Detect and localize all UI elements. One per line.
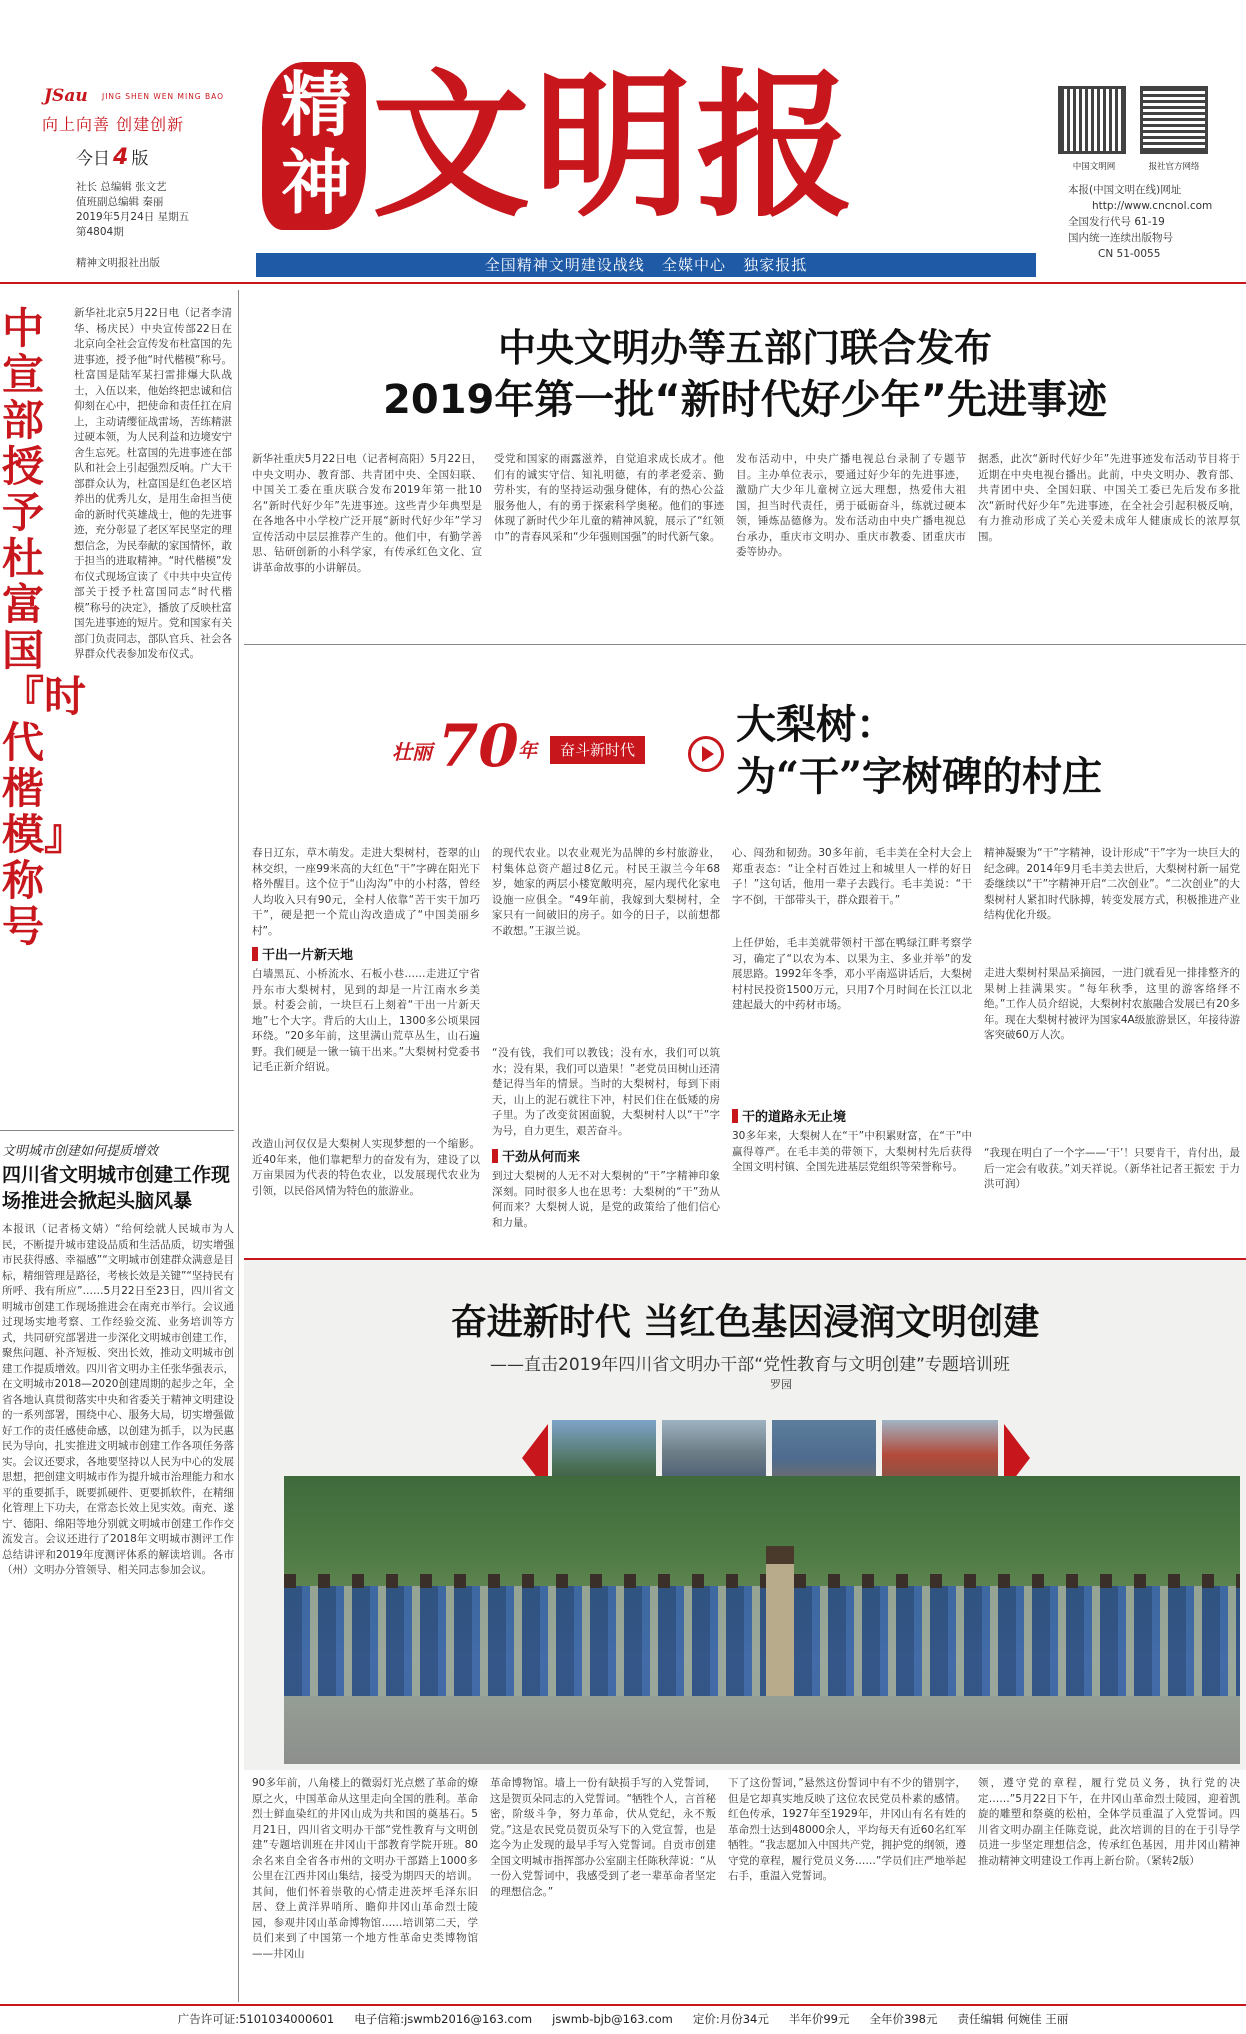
- website-label: 本报(中国文明在线)网址: [1068, 184, 1182, 196]
- group-photo-people: [284, 1586, 1240, 1696]
- story3-column: 90多年前，八角楼上的微弱灯光点燃了革命的燎原之火，中国革命从这里走向全国的胜利。革命烈士鲜血染红的井冈山成为共和国的奠基石。5月21日，四川省文明办干部“党性教育与文明创建”专题培训班在井冈山干部教育学院开班。80余名来自全省各市州的文明办干部踏上1000多公里在江西井冈山集结，接受为期四天的培训。其间，他们怀着崇敬的心情走进茨坪毛泽东旧居、登上黄洋界哨所、瞻仰井冈山革命烈士陵园，参观井冈山革命博物馆……培训第二天，学员们来到了中国第一个地方性革命史类博物馆——井冈山: [252, 1777, 478, 1960]
- badge-prefix: 壮丽: [392, 740, 432, 764]
- feature-paragraph: 的现代农业。以农业观光为品牌的乡村旅游业，村集体总资产超过8亿元。村民王淑兰今年68岁，她家的两层小楼宽敞明亮，屋内现代化家电设施一应俱全。“49年前，我嫁到大梨树村，全家只有一间破旧的房子。如今的日子，以前想都不敢想。”王淑兰说。: [492, 847, 720, 937]
- qr-label: 中国文明网: [1072, 162, 1116, 172]
- feature-column: [984, 846, 1240, 1246]
- story3-column: 下了这份誓词，”悬然这份誓词中有不少的错别字，但是它却真实地反映了这位农民党员朴素的感情。红色传承，1927年至1929年，井冈山有名有姓的革命烈士达到48000余人，平均每天有近60名红军牺牲。“我志愿加入中国共产党，拥护党的纲领，遵守党的章程，履行党员义务……”学员们庄严地举起右手，重温入党誓词。: [728, 1777, 966, 1882]
- feature-paragraph: 上任伊始，毛丰美就带领村干部在鸭绿江畔考察学习，确定了“以农为本、以果为主、多业并举”的发展思路。1992年冬季，邓小平南巡讲话后，大梨树村村民投资1500万元，只用7个月时间在长江以北建起最大的中药材市场。: [732, 937, 972, 1011]
- lead-divider: [244, 644, 1246, 645]
- left-story2-body: 本报讯（记者杨文婧）“给何绘就人民城市为人民，不断提升城市建设品质和生活品质，切实增强市民获得感、幸福感”“文明城市创建群众满意是目标，精细管理是路径，考核长效是关键”“坚持民有所呼、我有所应”……5月22日至23日，四川省文明城市创建工作现场推进会在南充市举行。会议通过现场实地考察、工作经验交流、业务培训等方式，共同研究部署进一步深化文明城市创建工作，聚焦问题、补齐短板、突出长效，推动文明城市创建工作提质增效。四川省文明办主任张华强表示，在文明城市2018—2020创建周期的起步之年，全省各地认真贯彻落实中央和省委关于精神文明建设的一系列部署，围绕中心、服务大局，切实增强做好工作的责任感使命感，以创建为抓手，以为民惠民为导向，扎实推进文明城市创建工作各项任务落实。会议还要求，各地要坚持以人民为中心的发展思想，把创建文明城市作为提升城市治理能力和水平的重要抓手，既要抓硬件、更要抓软件，在精细化管理上下功夫，在常态长效上见实效。南充、遂宁、德阳、绵阳等地分别就文明城市创建工作作交流发言。会议还进行了2018年文明城市测评工作总结讲评和2019年度测评体系的解读培训。各市（州）文明办分管领导、相关同志参加会议。: [2, 1223, 234, 1576]
- footer-price: 定价:月份34元: [692, 2012, 769, 2026]
- qr-label: 报社官方网络: [1148, 162, 1200, 172]
- footer-email: jswmb-bjb@163.com: [552, 2012, 673, 2026]
- lead-column: 据悉，此次“新时代好少年”先进事迹发布活动节目将于近期在中央电视台播出。此前，中央文明办、教育部、共青团中央、全国妇联、中国关工委已先后发布多批次“新时代好少年”先进事迹，在全社会引起积极反响，有力推动形成了关心关爱未成年人健康成长的浓厚氛围。: [978, 453, 1240, 543]
- feature-paragraph: 精神凝聚为“干”字精神，设计形成“干”字为一块巨大的纪念碑。2014年9月毛丰美去世后，大梨树村新一届党委继续以“干”字精神开启“二次创业”。“二次创业”的大梨树村人紧扣时代脉搏，转变发展方式，积极推进产业结构优化升级。: [984, 847, 1240, 921]
- feature-column: [732, 846, 972, 1246]
- lead-headline-2: 2019年第一批“新时代好少年”先进事迹: [383, 377, 1107, 423]
- qr-code-official: [1140, 86, 1208, 154]
- feature-paragraph: 到过大梨树的人无不对大梨树的“干”字精神印象深刻。同时很多人也在思考：大梨树的“干”劲从何而来？大梨树人说，是党的政策给了他们信心和力量。: [492, 1170, 720, 1229]
- today-prefix: 今日: [76, 149, 110, 169]
- logo-badge: JSau: [44, 86, 88, 106]
- qr-code-wenming: [1058, 86, 1126, 154]
- footer-license: 广告许可证:5101034000601: [177, 2012, 335, 2026]
- feature-paragraph: 春日辽东，草木萌发。走进大梨树村，苍翠的山林交织，一座99米高的大红色“干”字碑在阳光下格外醒目。这个位于“山沟沟”中的小村落，曾经人均收入只有90元，全村人依靠“苦干实干加巧干”，硬是把一个荒山沟改造成了“中国美丽乡村”。: [252, 847, 480, 937]
- feature-subhead: [492, 1146, 720, 1165]
- feature-paragraph: 30多年来，大梨树人在“干”中积累财富，在“干”中赢得尊严。在毛丰美的带领下，大梨树村先后获得全国文明村镇、全国先进基层党组织等荣誉称号。: [732, 1130, 972, 1173]
- masthead-slogan: 向上向善 创建创新: [42, 115, 185, 134]
- badge-year: 年: [518, 740, 538, 762]
- footer-email: 电子信箱:jswmb2016@163.com: [354, 2012, 533, 2026]
- feature-headline-2: 为“干”字树碑的村庄: [736, 753, 1103, 800]
- column-divider: [238, 290, 239, 2002]
- subhead-text: 干出一片新天地: [262, 948, 354, 963]
- lead-headline-1: 中央文明办等五部门联合发布: [497, 326, 992, 370]
- feature-paragraph: 白墙黑瓦、小桥流水、石板小巷……走进辽宁省丹东市大梨树村，见到的却是一片江南水乡美景。村委会前，一块巨石上刻着“干出一片新天地”七个大字。背后的大山上，1300多公顷果园环绕。“20多年前，这里满山荒草丛生，山石遍野。我们硬是一锹一镐干出来。”大梨树村党委书记毛正新介绍说。: [252, 968, 480, 1073]
- distribution-code: 全国发行代号 61-19: [1068, 216, 1165, 228]
- left-story-body: 新华社北京5月22日电（记者李清华、杨庆民）中央宣传部22日在北京向全社会宣传发布杜富国的先进事迹，授予他“时代楷模”称号。杜富国是陆军某扫雷排爆大队战士，入伍以来，他始终把忠诚和信仰刻在心中，把使命和责任扛在肩上，主动请缨征战雷场，苦练精湛过硬本领，为人民利益和边境安宁舍生忘死。杜富国的先进事迹在部队和社会上引起强烈反响。广大干部群众认为，杜富国是红色老区培养出的优秀儿女，是用生命担当使命的新时代英雄战士，他的先进事迹，充分彰显了老区军民坚定的理想信念，为民奉献的家国情怀，敢于担当的进取精神。“时代楷模”发布仪式现场宣读了《中共中央宣传部关于授予杜富国同志“时代楷模”称号的决定》，播放了反映杜富国先进事迹的短片。党和国家有关部门负责同志，部队官兵、社会各界群众代表参加发布仪式。: [74, 307, 232, 660]
- feature-subhead: [732, 1106, 972, 1125]
- footer-editor: 责任编辑 何婉佳 王丽: [957, 2012, 1069, 2026]
- editor-line: 社长 总编辑 张文艺: [76, 181, 167, 193]
- today-pages: [76, 144, 148, 170]
- feature-column: [492, 846, 720, 1246]
- website-url: http://www.cncnol.com: [1092, 200, 1213, 212]
- today-suffix: 版: [131, 149, 149, 169]
- feature-paragraph: “没有钱，我们可以教钱；没有水，我们可以筑水；没有果，我们可以造果！”老党员田树山还清楚记得当年的情景。当时的大梨树村，每到下雨天，山上的泥石就往下冲，村民们住在低矮的房子里。为了改变贫困面貌，大梨树村人以“干”字为号，自力更生，艰苦奋斗。: [492, 1047, 720, 1137]
- editor-line: 值班副总编辑 秦丽: [76, 196, 164, 208]
- cn-number: CN 51-0055: [1098, 248, 1161, 260]
- feature-headline-1: 大梨树：: [736, 701, 896, 748]
- group-photo-heads: [284, 1574, 1240, 1588]
- badge-number: 70: [438, 712, 519, 780]
- group-photo: [284, 1476, 1240, 1764]
- publisher-line: 精神文明报社出版: [76, 257, 160, 269]
- left-story2-kicker: 文明城市创建如何提质增效: [2, 1144, 159, 1159]
- subhead-mark: [492, 1149, 498, 1163]
- footer-half-year-price: 半年价99元: [788, 2012, 850, 2026]
- lead-column: 新华社重庆5月22日电（记者柯高阳）5月22日，中央文明办、教育部、共青团中央、全国妇联、中国关工委在重庆联合发布2019年第一批10名“新时代好少年”先进事迹。这些青少年典型是在各地各中小学校广泛开展“新时代好少年”学习宣传活动中层层推荐产生的。他们中，有勤学善思、钻研创新的小科学家，有传承红色文化、宣讲革命故事的小讲解员。: [252, 453, 482, 574]
- editor-lines: [76, 180, 189, 240]
- issue-date: 2019年5月24日 星期五: [76, 211, 190, 223]
- top-rule: [0, 282, 1246, 284]
- lead-column: 受党和国家的雨露滋养，自觉追求成长成才。他们有的诚实守信、知礼明德，有的孝老爱亲、勤劳朴实，有的坚持运动强身健体，有的热心公益服务他人，有的勇于探索科学奥秘。他们的事迹体现了新时代少年儿童的精神风貌，展示了“红领巾”的青春风采和“少年强则国强”的时代新气象。: [494, 453, 724, 543]
- masthead: [0, 0, 1246, 280]
- subhead-mark: [732, 1109, 738, 1123]
- subhead-mark: [252, 947, 258, 961]
- issue-number: 第4804期: [76, 226, 124, 238]
- lead-column: 发布活动中，中央广播电视总台录制了专题节目。主办单位表示，要通过好少年的先进事迹，激励广大少年儿童树立远大理想，热爱伟大祖国，担当时代责任，勇于砥砺奋斗，练就过硬本领，锤炼品德修为。发布活动由中央广播电视总台承办，重庆市文明办、重庆市教委、团重庆市委等协办。: [736, 453, 966, 558]
- masthead-info: [1068, 182, 1238, 262]
- feature-subhead: [252, 944, 480, 963]
- cn-label: 国内统一连续出版物号: [1068, 232, 1173, 244]
- subhead-text: 干劲从何而来: [502, 1150, 581, 1165]
- feature-paragraph: 心、闯劲和韧劲。30多年前，毛丰美在全村大会上郑重表态：“让全村百姓过上和城里人一样的好日子！”这句话，他用一辈子去践行。毛丰美说：“干字不倒，干部带头干，群众跟着干。”: [732, 847, 972, 906]
- left-vertical-headline: 中宣部授予杜富国『时代楷模』称号: [2, 304, 87, 951]
- feature-paragraph: “我现在明白了一个字——‘干’！只要肯干，肯付出，最后一定会有收获。”刘天祥说。（新华社记者王振宏 于力 洪可润）: [984, 1147, 1240, 1190]
- left-divider: [0, 1130, 234, 1131]
- title-script: 精神: [281, 63, 351, 224]
- story3-headline: 奋进新时代 当红色基因浸润文明创建: [450, 1301, 1040, 1343]
- feature-arrow-icon: [688, 736, 724, 772]
- group-photo-guide: [766, 1546, 794, 1696]
- feature-badge: [392, 706, 692, 796]
- feature-column: [252, 846, 480, 1246]
- footer-year-price: 全年价398元: [869, 2012, 938, 2026]
- subhead-text: 干的道路永无止境: [742, 1110, 847, 1125]
- footer-rule: [0, 2004, 1246, 2006]
- story3-byline: 罗园: [770, 1378, 792, 1391]
- story3-column: 领，遵守党的章程，履行党员义务，执行党的决定……”5月22日下午，在井冈山革命烈士陵园，迎着凯旋的雕塑和祭奠的松柏，全体学员重温了入党誓词。四川省文明办副主任陈竞说，此次培训的目的在于引导学员进一步坚定理想信念，传承红色基因，用井冈山精神推动精神文明建设工作再上新台阶。（紧转2版）: [978, 1777, 1240, 1867]
- today-count: 4: [113, 145, 129, 170]
- footer: [0, 2008, 1246, 2032]
- feature-paragraph: 改造山河仅仅是大梨树人实现梦想的一个缩影。近40年来，他们靠耙犁力的奋发有为，建设了以万亩果园为代表的特色农业，以发展现代农业为引领，以民俗风情为特色的旅游业。: [252, 1138, 480, 1197]
- badge-ribbon: 奋斗新时代: [550, 736, 645, 764]
- masthead-banner: 全国精神文明建设战线 全媒中心 独家报抵: [256, 253, 1036, 277]
- left-story2-headline: 四川省文明城市创建工作现场推进会掀起头脑风暴: [2, 1164, 231, 1212]
- story3-subtitle: ——直击2019年四川省文明办干部“党性教育与文明创建”专题培训班: [490, 1355, 1010, 1375]
- masthead-pinyin: JING SHEN WEN MING BAO: [102, 92, 225, 101]
- story3-column: 革命博物馆。墙上一份有缺损手写的入党誓词，这是贺页朵同志的入党誓词。“牺牲个人，言首秘密，阶级斗争，努力革命，伏从党纪，永不叛党。”这是农民党员贺页朵写下的入党宣誓，也是迄今为止发现的最早手写入党誓词。自贡市创建全国文明城市指挥部办公室副主任陈秋萍说：“从一份入党誓词中，我感受到了老一辈革命者坚定的理想信念。”: [490, 1777, 716, 1898]
- masthead-title: 文明报: [372, 54, 858, 239]
- feature-paragraph: 走进大梨树村果品采摘园，一进门就看见一排排整齐的果树上挂满果实。“每年秋季，这里的游客络绎不绝。”工作人员介绍说，大梨树村农旅融合发展已有20多年。现在大梨树村被评为国家4A级旅游景区，年接待游客突破60万人次。: [984, 967, 1240, 1041]
